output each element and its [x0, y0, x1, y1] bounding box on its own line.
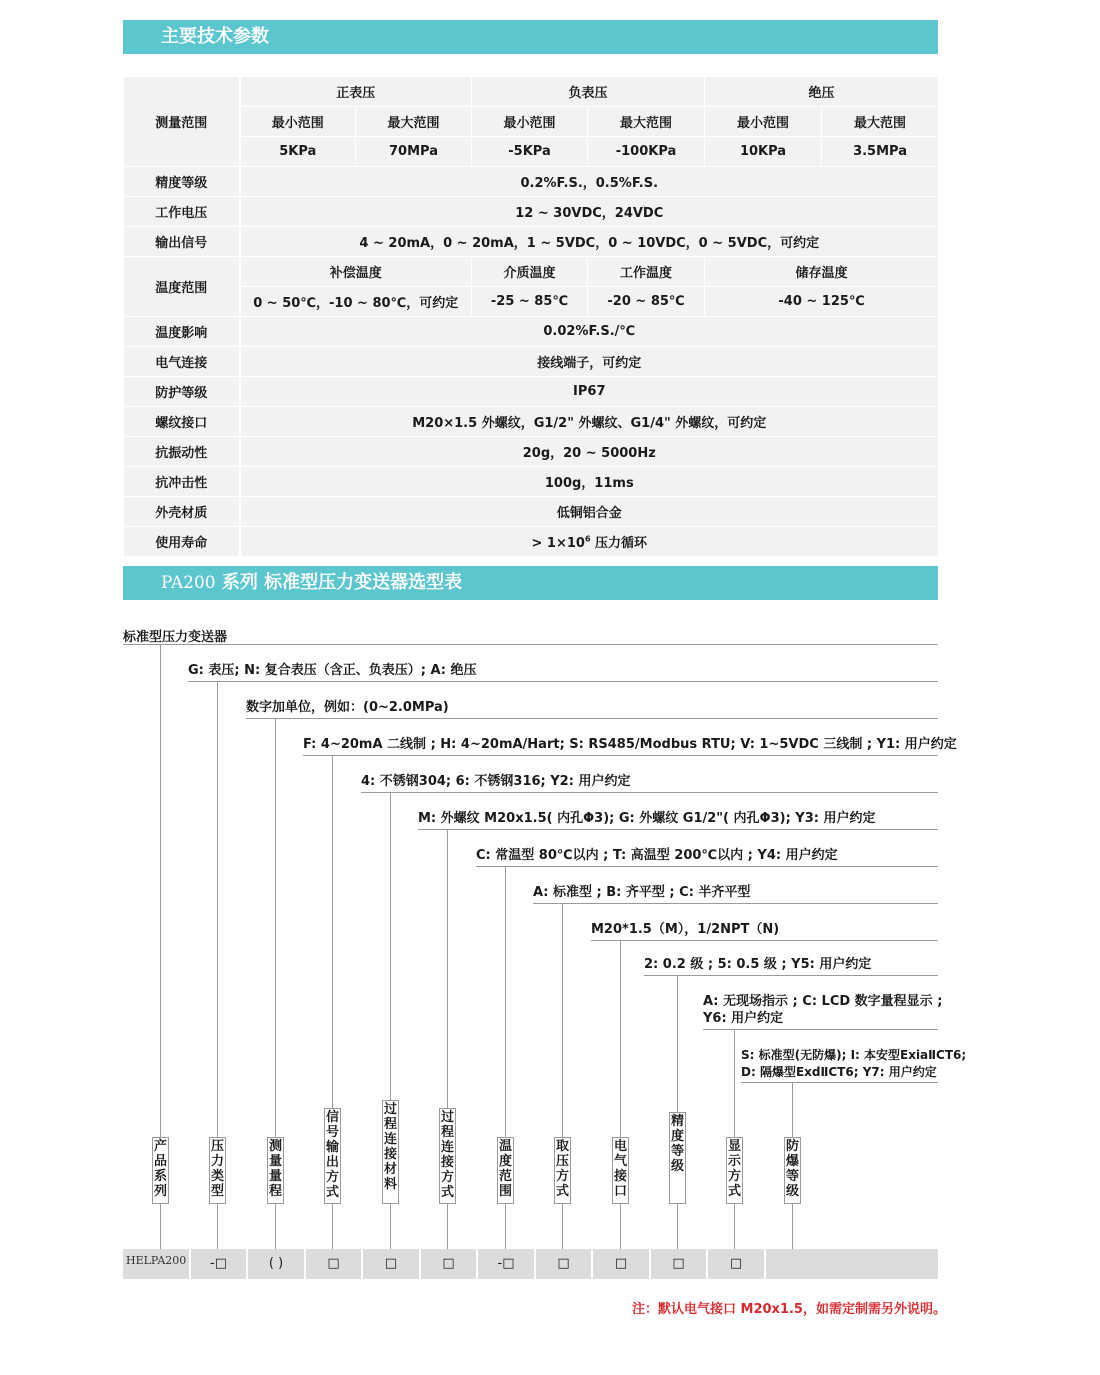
connector — [332, 755, 333, 1108]
min-range-header: 最小范围 — [472, 107, 588, 137]
connector — [792, 1204, 793, 1249]
temp-value-medium: -25 ~ 85℃ — [472, 287, 588, 317]
group-absolute: 绝压 — [705, 77, 939, 107]
divider — [741, 1082, 938, 1083]
electrical-value: 接线端子，可约定 — [240, 347, 939, 377]
accuracy-value: 0.2%F.S.，0.5%F.S. — [240, 167, 939, 197]
option-connection-material: 4: 不锈钢304; 6: 不锈钢316; Y2: 用户约定 — [361, 774, 631, 789]
option-range: 数字加单位，例如：(0~2.0MPa) — [246, 700, 449, 715]
divider — [476, 866, 938, 867]
divider — [591, 940, 938, 941]
connector — [447, 829, 448, 1108]
life-value-suffix: 压力循环 — [590, 536, 648, 551]
section-title-selection — [123, 566, 938, 600]
connector — [160, 644, 161, 1137]
connector — [562, 1204, 563, 1249]
divider — [246, 718, 938, 719]
temp-label: 温度范围 — [124, 257, 240, 317]
divider — [123, 644, 938, 645]
range-value: -5KPa — [472, 137, 588, 167]
code-slot-pressure-port: □ — [534, 1249, 591, 1279]
section-title-text: 主要技术参数 — [161, 26, 269, 47]
min-range-header: 最小范围 — [705, 107, 822, 137]
connector — [275, 718, 276, 1137]
output-label: 输出信号 — [124, 227, 240, 257]
voltage-value: 12 ~ 30VDC，24VDC — [240, 197, 939, 227]
life-label: 使用寿命 — [124, 527, 240, 557]
option-accuracy: 2: 0.2 级 ; 5: 0.5 级 ; Y5: 用户约定 — [644, 957, 872, 972]
product-name: 标准型压力变送器 — [123, 630, 228, 645]
connector — [734, 1029, 735, 1137]
divider — [644, 975, 938, 976]
footnote: 注：默认电气接口 M20x1.5，如需定制需另外说明。 — [632, 1302, 946, 1317]
electrical-label: 电气连接 — [124, 347, 240, 377]
output-value: 4 ~ 20mA，0 ~ 20mA，1 ~ 5VDC，0 ~ 10VDC，0 ~ 5VDC，可约定 — [240, 227, 939, 257]
divider — [533, 903, 938, 904]
option-connection-method: M: 外螺纹 M20x1.5( 内孔Φ3); G: 外螺纹 G1/2"( 内孔Φ3); Y3: 用户约定 — [418, 811, 876, 826]
code-slot-connection: □ — [419, 1249, 476, 1279]
option-pressure-type: G: 表压; N: 复合表压（含正、负表压）; A: 绝压 — [188, 663, 477, 678]
range-value: 10KPa — [705, 137, 822, 167]
connector — [792, 1082, 793, 1137]
connector — [677, 975, 678, 1112]
range-value: 70MPa — [356, 137, 472, 167]
temp-header-storage: 储存温度 — [705, 257, 939, 287]
code-slot-explosion — [764, 1249, 821, 1279]
option-explosion-2: D: 隔爆型ExdⅡCT6; Y7: 用户约定 — [741, 1065, 937, 1079]
range-value: -100KPa — [588, 137, 705, 167]
option-electrical: M20*1.5（M），1/2NPT（N) — [591, 922, 780, 937]
connector — [734, 1204, 735, 1249]
life-value — [240, 527, 939, 557]
temp-value-storage: -40 ~ 125℃ — [705, 287, 939, 317]
label-display: 显示方式 — [726, 1137, 743, 1204]
range-value: 5KPa — [240, 137, 356, 167]
connector — [505, 866, 506, 1137]
spec-table — [123, 76, 939, 557]
option-display-1: A: 无现场指示 ; C: LCD 数字量程显示 ; — [703, 994, 943, 1009]
temp-effect-value: 0.02%F.S./℃ — [240, 317, 939, 347]
max-range-header: 最大范围 — [588, 107, 705, 137]
label-explosion: 防爆等级 — [784, 1137, 801, 1204]
group-gauge: 正表压 — [240, 77, 472, 107]
label-electrical: 电气接口 — [612, 1137, 629, 1204]
code-slot-material: □ — [361, 1249, 419, 1279]
connector — [217, 1204, 218, 1249]
option-signal-output: F: 4~20mA 二线制 ; H: 4~20mA/Hart; S: RS485/Modbus RTU; V: 1~5VDC 三线制 ; Y1: 用户约定 — [303, 737, 957, 752]
divider — [303, 755, 938, 756]
shock-value: 100g，11ms — [240, 467, 939, 497]
connector — [677, 1204, 678, 1249]
connector — [160, 1204, 161, 1249]
model-code-series: HELPA200 — [126, 1254, 187, 1267]
voltage-label: 工作电压 — [124, 197, 240, 227]
shock-label: 抗冲击性 — [124, 467, 240, 497]
temp-value-compensation: 0 ~ 50℃，-10 ~ 80℃，可约定 — [240, 287, 472, 317]
label-connection-method: 过程连接方式 — [439, 1108, 456, 1204]
code-slot-signal: □ — [304, 1249, 361, 1279]
label-connection-material: 过程连接材料 — [382, 1100, 399, 1204]
divider — [703, 1029, 938, 1030]
option-temperature: C: 常温型 80℃以内 ; T: 高温型 200℃以内 ; Y4: 用户约定 — [476, 848, 838, 863]
label-temperature: 温度范围 — [497, 1137, 514, 1204]
accuracy-label: 精度等级 — [124, 167, 240, 197]
temp-header-medium: 介质温度 — [472, 257, 588, 287]
code-slot-accuracy: □ — [649, 1249, 706, 1279]
max-range-header: 最大范围 — [356, 107, 472, 137]
temp-header-compensation: 补偿温度 — [240, 257, 472, 287]
temp-value-operating: -20 ~ 85℃ — [588, 287, 705, 317]
life-value-exponent: 6 — [584, 534, 591, 544]
connector — [447, 1204, 448, 1249]
label-range: 测量量程 — [267, 1137, 284, 1204]
thread-value: M20×1.5 外螺纹，G1/2" 外螺纹、G1/4" 外螺纹，可约定 — [240, 407, 939, 437]
connector — [620, 940, 621, 1137]
code-slot-electrical: □ — [591, 1249, 649, 1279]
protection-label: 防护等级 — [124, 377, 240, 407]
code-slot-temperature: -□ — [476, 1249, 534, 1279]
label-signal-output: 信号输出方式 — [324, 1108, 341, 1204]
max-range-header: 最大范围 — [822, 107, 939, 137]
protection-value: IP67 — [240, 377, 939, 407]
code-slot-display: □ — [706, 1249, 764, 1279]
housing-value: 低铜铝合金 — [240, 497, 939, 527]
label-pressure-type: 压力类型 — [209, 1137, 226, 1204]
section-title-specs — [123, 20, 938, 54]
connector — [505, 1204, 506, 1249]
connector — [390, 1204, 391, 1249]
life-value-prefix: > 1×10 — [531, 536, 585, 551]
connector — [217, 681, 218, 1137]
connector — [562, 903, 563, 1137]
label-pressure-port: 取压方式 — [554, 1137, 571, 1204]
option-display-2: Y6: 用户约定 — [703, 1011, 784, 1026]
section-title-model: PA200 — [161, 573, 216, 593]
connector — [332, 1204, 333, 1249]
divider — [188, 681, 938, 682]
option-explosion-1: S: 标准型(无防爆); I: 本安型ExiaⅡCT6; — [741, 1048, 967, 1062]
code-slot-pressure-type: -□ — [189, 1249, 246, 1279]
divider — [418, 829, 938, 830]
option-pressure-port: A: 标准型 ; B: 齐平型 ; C: 半齐平型 — [533, 885, 751, 900]
temp-effect-label: 温度影响 — [124, 317, 240, 347]
vibration-value: 20g，20 ~ 5000Hz — [240, 437, 939, 467]
housing-label: 外壳材质 — [124, 497, 240, 527]
label-accuracy: 精度等级 — [669, 1112, 686, 1204]
temp-header-operating: 工作温度 — [588, 257, 705, 287]
group-negative: 负表压 — [472, 77, 705, 107]
code-slot-range: ( ) — [246, 1249, 304, 1279]
vibration-label: 抗振动性 — [124, 437, 240, 467]
range-value: 3.5MPa — [822, 137, 939, 167]
thread-label: 螺纹接口 — [124, 407, 240, 437]
divider — [361, 792, 938, 793]
connector — [275, 1204, 276, 1249]
label-product-series: 产品系列 — [152, 1137, 169, 1204]
section-title-text: 系列 标准型压力变送器选型表 — [215, 572, 463, 593]
min-range-header: 最小范围 — [240, 107, 356, 137]
connector — [390, 792, 391, 1100]
range-label: 测量范围 — [124, 77, 240, 167]
connector — [620, 1204, 621, 1249]
